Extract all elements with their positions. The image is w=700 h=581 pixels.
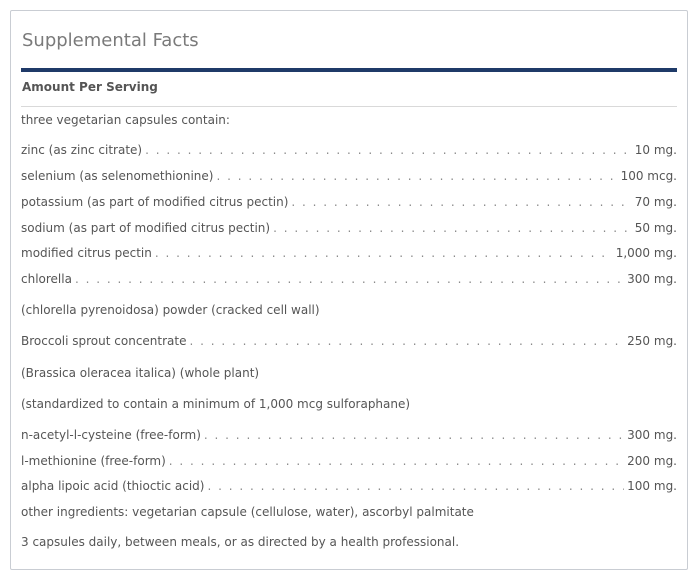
nutrient-name: l-methionine (free-form) [21, 454, 166, 468]
nutrient-amount: 10 mg. [634, 143, 677, 157]
title-divider [21, 68, 677, 72]
nutrient-row [21, 168, 677, 184]
serving-divider [21, 106, 677, 107]
amount-per-serving-label: Amount Per Serving [22, 80, 158, 94]
supplement-facts-panel [10, 10, 688, 570]
nutrient-row [21, 453, 677, 469]
nutrient-amount: 100 mcg. [620, 169, 677, 183]
nutrient-amount: 100 mg. [627, 479, 677, 493]
nutrient-amount: 250 mg. [627, 334, 677, 348]
dot-leader [207, 478, 624, 494]
nutrient-name: alpha lipoic acid (thioctic acid) [21, 479, 205, 493]
chlorella-note: (chlorella pyrenoidosa) powder (cracked cell wall) [21, 303, 320, 317]
nutrient-row [21, 220, 677, 236]
serving-note: three vegetarian capsules contain: [21, 113, 230, 127]
nutrient-amount: 300 mg. [627, 428, 677, 442]
nutrient-amount: 300 mg. [627, 272, 677, 286]
nutrient-amount: 50 mg. [634, 221, 677, 235]
nutrient-row [21, 333, 677, 349]
nutrient-row [21, 245, 677, 261]
broccoli-note: (Brassica oleracea italica) (whole plant) [21, 366, 260, 380]
nutrient-row [21, 427, 677, 443]
nutrient-row [21, 271, 677, 287]
nutrient-name: chlorella [21, 272, 72, 286]
nutrient-amount: 200 mg. [627, 454, 677, 468]
dot-leader [145, 142, 632, 158]
directions: 3 capsules daily, between meals, or as directed by a health professional. [21, 535, 460, 549]
dot-leader [155, 245, 613, 261]
nutrient-name: modified citrus pectin [21, 246, 152, 260]
dot-leader [169, 453, 624, 469]
nutrient-name: sodium (as part of modified citrus pectin) [21, 221, 271, 235]
nutrient-name: potassium (as part of modified citrus pectin) [21, 195, 289, 209]
nutrient-row [21, 142, 677, 158]
dot-leader [291, 194, 631, 210]
nutrient-name: n-acetyl-l-cysteine (free-form) [21, 428, 201, 442]
dot-leader [75, 271, 624, 287]
nutrient-row [21, 194, 677, 210]
dot-leader [273, 220, 632, 236]
other-ingredients: other ingredients: vegetarian capsule (cellulose, water), ascorbyl palmitate [21, 505, 474, 519]
dot-leader [189, 333, 624, 349]
broccoli-standardization-note: (standardized to contain a minimum of 1,000 mcg sulforaphane) [21, 397, 411, 411]
dot-leader [216, 168, 617, 184]
nutrient-row [21, 478, 677, 494]
nutrient-amount: 1,000 mg. [615, 246, 677, 260]
nutrient-name: zinc (as zinc citrate) [21, 143, 143, 157]
nutrient-amount: 70 mg. [634, 195, 677, 209]
panel-title: Supplemental Facts [22, 30, 199, 51]
nutrient-name: Broccoli sprout concentrate [21, 334, 187, 348]
dot-leader [204, 427, 624, 443]
nutrient-name: selenium (as selenomethionine) [21, 169, 214, 183]
